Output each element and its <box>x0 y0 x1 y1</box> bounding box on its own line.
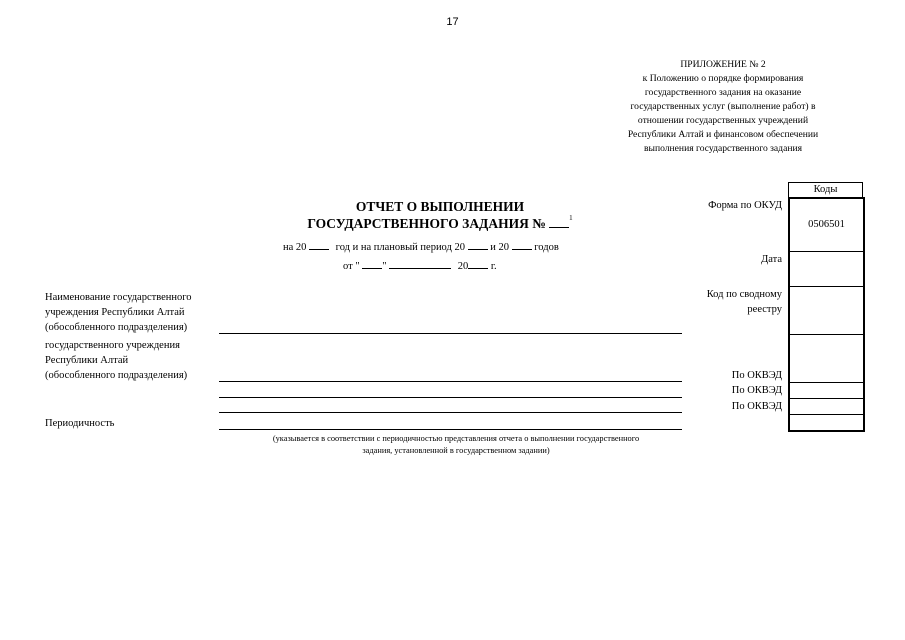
activity-type-label <box>45 338 187 383</box>
day-blank[interactable] <box>362 257 382 269</box>
codes-divider <box>790 398 863 399</box>
okved-label-2: По ОКВЭД <box>731 385 782 396</box>
label-line: Наименование государственного <box>45 292 192 303</box>
appendix-line: выполнения государственного задания <box>643 143 803 154</box>
codes-body <box>788 197 865 432</box>
note-line: (указывается в соответствии с периодичностью представления отчета о выполнении государственного <box>272 434 640 443</box>
periodicity-label: Периодичность <box>45 418 115 429</box>
date-label: Дата <box>761 254 782 265</box>
period-text: и 20 <box>490 242 509 253</box>
plan-year2-blank[interactable] <box>512 238 532 250</box>
date-text: " <box>382 261 387 272</box>
appendix-line: отношении государственных учреждений <box>637 115 809 126</box>
date-text: от " <box>343 261 360 272</box>
period-line <box>283 238 559 253</box>
label-line: государственного учреждения <box>45 340 180 351</box>
footnote-mark: 1 <box>569 214 573 222</box>
codes-divider <box>790 334 863 335</box>
report-number-blank[interactable] <box>549 216 569 228</box>
period-text: годов <box>534 242 559 253</box>
periodicity-note <box>230 433 682 457</box>
report-title-line1: ОТЧЕТ О ВЫПОЛНЕНИИ <box>355 199 525 214</box>
activity-type-field-1[interactable] <box>219 381 682 382</box>
codes-header: Коды <box>788 182 863 198</box>
page-number: 17 <box>446 16 459 28</box>
appendix-line: государственного задания на оказание <box>644 87 802 98</box>
appendix-line: Республики Алтай и финансовом обеспечении <box>627 129 819 140</box>
appendix-line: государственных услуг (выполнение работ) в <box>630 101 816 112</box>
okud-label: Форма по ОКУД <box>708 200 782 211</box>
codes-table <box>788 182 863 230</box>
report-title-text: ГОСУДАРСТВЕННОГО ЗАДАНИЯ № <box>307 216 546 231</box>
okved-label-3: По ОКВЭД <box>731 401 782 412</box>
appendix-block <box>600 58 846 156</box>
label-line: учреждения Республики Алтай <box>45 307 185 318</box>
appendix-line: к Положению о порядке формирования <box>642 73 804 84</box>
period-text: на 20 <box>283 242 307 253</box>
note-line: задания, установленной в государственном задании) <box>362 446 550 455</box>
period-text: год и на плановый период 20 <box>335 242 465 253</box>
label-line: Республики Алтай <box>45 355 129 366</box>
date-year-blank[interactable] <box>468 257 488 269</box>
institution-name-label <box>45 290 192 335</box>
okved-label-1: По ОКВЭД <box>731 370 782 381</box>
codes-divider <box>790 414 863 415</box>
periodicity-field[interactable] <box>219 429 682 430</box>
registry-label <box>680 287 782 317</box>
date-line <box>343 257 497 272</box>
codes-divider <box>790 382 863 383</box>
appendix-line: ПРИЛОЖЕНИЕ № 2 <box>680 59 766 70</box>
activity-type-field-3[interactable] <box>219 412 682 413</box>
okud-code-cell: 0506501 <box>808 219 845 230</box>
codes-divider <box>790 251 863 252</box>
label-line: реестру <box>747 304 782 315</box>
label-line: Код по сводному <box>706 289 782 300</box>
month-blank[interactable] <box>389 257 451 269</box>
report-title-line2 <box>230 216 650 232</box>
plan-year1-blank[interactable] <box>468 238 488 250</box>
institution-name-field[interactable] <box>219 333 682 334</box>
date-text: 20 <box>457 261 469 272</box>
date-text: г. <box>490 261 497 272</box>
codes-divider <box>790 286 863 287</box>
label-line: (обособленного подразделения) <box>45 322 188 333</box>
label-line: (обособленного подразделения) <box>45 370 188 381</box>
activity-type-field-2[interactable] <box>219 397 682 398</box>
year-blank[interactable] <box>309 238 329 250</box>
